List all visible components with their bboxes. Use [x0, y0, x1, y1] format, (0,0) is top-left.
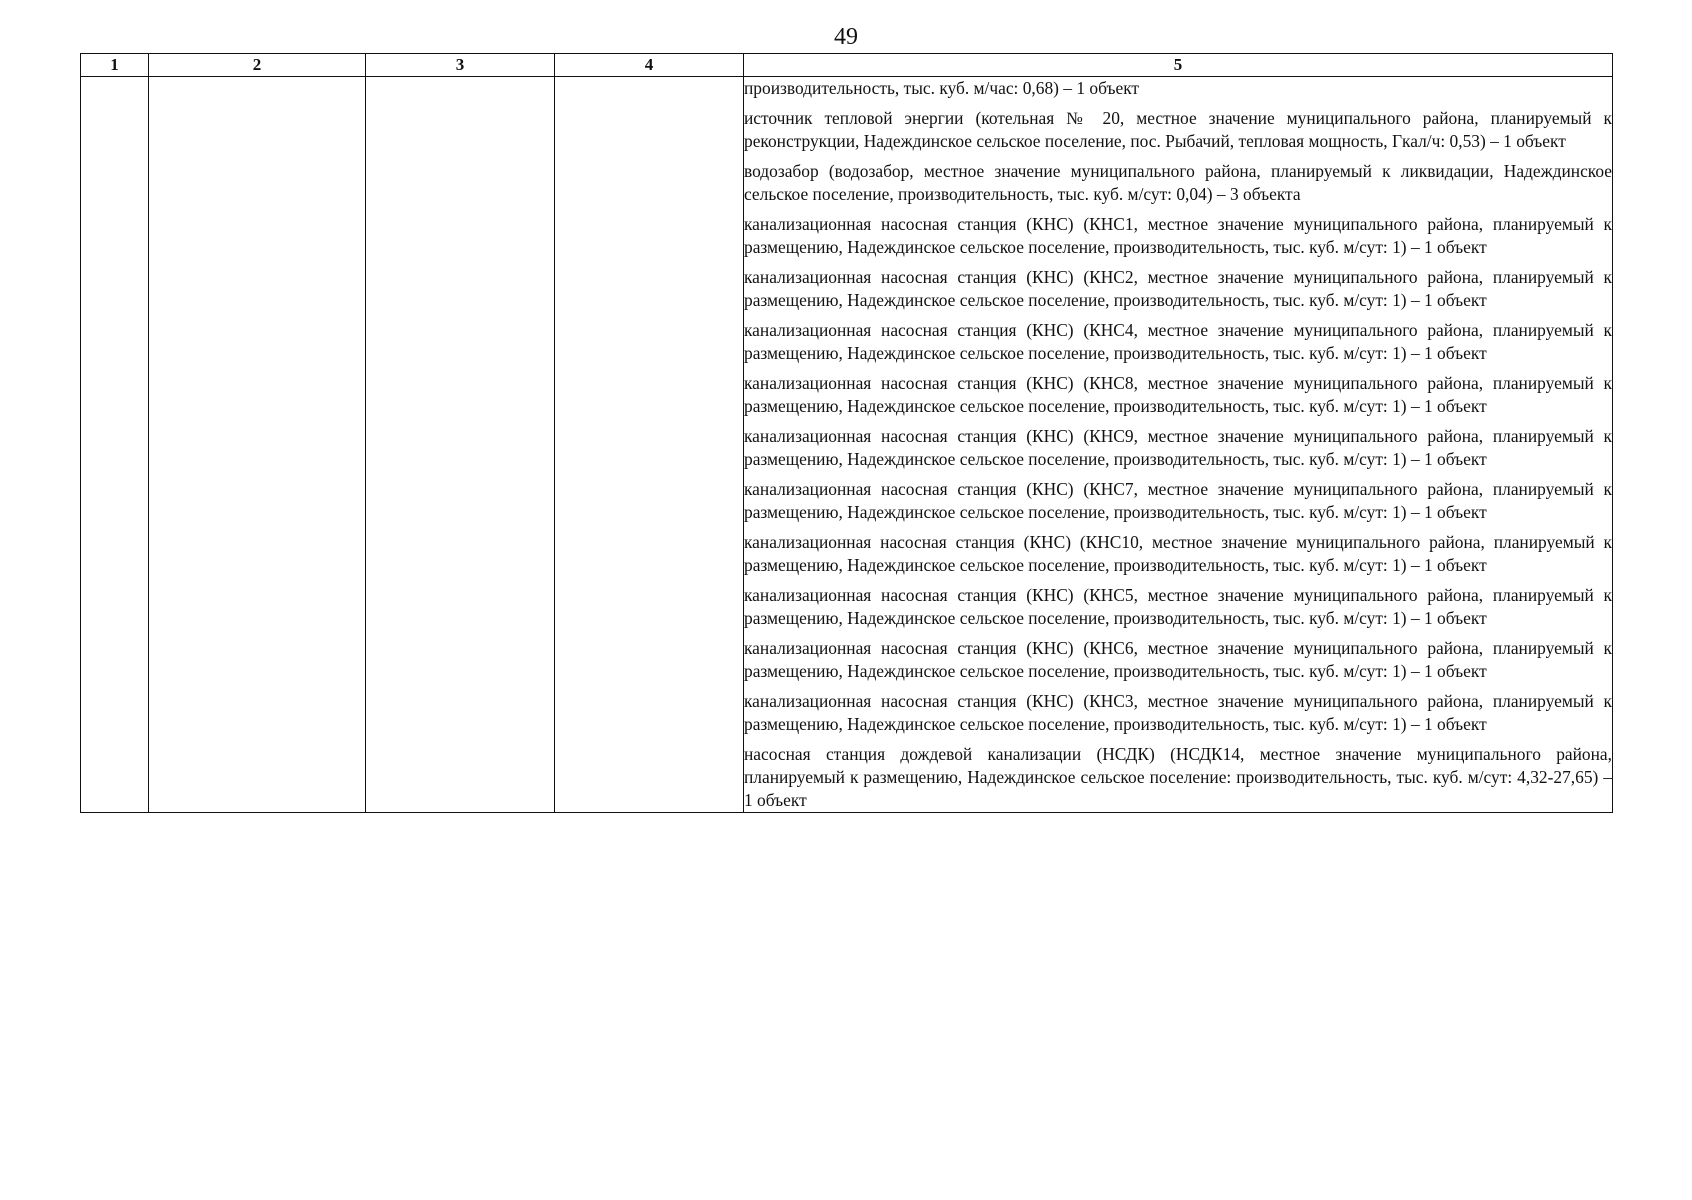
list-item: канализационная насосная станция (КНС) (КНС3, местное значение муниципального района, планируемый к размещению, Надеждинское сельское поселение, производительность, тыс. куб. м/сут: 1) – 1 объект — [744, 691, 1612, 734]
list-item: канализационная насосная станция (КНС) (КНС1, местное значение муниципального района, планируемый к размещению, Надеждинское сельское поселение, производительность, тыс. куб. м/сут: 1) – 1 объект — [744, 214, 1612, 257]
list-item: насосная станция дождевой канализации (НСДК) (НСДК14, местное значение муниципального района, планируемый к размещению, Надеждинское сельское поселение: производительность, тыс. куб. м/сут: 4,32-27,65) – 1 объект — [744, 744, 1612, 810]
column-3-cell — [366, 77, 555, 813]
list-item: канализационная насосная станция (КНС) (КНС5, местное значение муниципального района, планируемый к размещению, Надеждинское сельское поселение, производительность, тыс. куб. м/сут: 1) – 1 объект — [744, 585, 1612, 628]
column-header-4: 4 — [555, 54, 744, 77]
list-item: канализационная насосная станция (КНС) (КНС8, местное значение муниципального района, планируемый к размещению, Надеждинское сельское поселение, производительность, тыс. куб. м/сут: 1) – 1 объект — [744, 373, 1612, 416]
list-item: канализационная насосная станция (КНС) (КНС4, местное значение муниципального района, планируемый к размещению, Надеждинское сельское поселение, производительность, тыс. куб. м/сут: 1) – 1 объект — [744, 320, 1612, 363]
column-header-2: 2 — [149, 54, 366, 77]
list-item: производительность, тыс. куб. м/час: 0,68) – 1 объект — [744, 78, 1140, 98]
list-item: канализационная насосная станция (КНС) (КНС10, местное значение муниципального района, планируемый к размещению, Надеждинское сельское поселение, производительность, тыс. куб. м/сут: 1) – 1 объект — [744, 532, 1612, 575]
document-table — [80, 53, 1613, 813]
list-item: канализационная насосная станция (КНС) (КНС2, местное значение муниципального района, планируемый к размещению, Надеждинское сельское поселение, производительность, тыс. куб. м/сут: 1) – 1 объект — [744, 267, 1612, 310]
list-item: канализационная насосная станция (КНС) (КНС7, местное значение муниципального района, планируемый к размещению, Надеждинское сельское поселение, производительность, тыс. куб. м/сут: 1) – 1 объект — [744, 479, 1612, 522]
column-4-cell — [555, 77, 744, 813]
column-header-5: 5 — [744, 54, 1613, 77]
list-item: канализационная насосная станция (КНС) (КНС6, местное значение муниципального района, планируемый к размещению, Надеждинское сельское поселение, производительность, тыс. куб. м/сут: 1) – 1 объект — [744, 638, 1612, 681]
table-row — [81, 77, 1613, 813]
column-5-cell — [744, 77, 1613, 813]
column-header-3: 3 — [366, 54, 555, 77]
table-header-row — [81, 54, 1613, 77]
list-item: источник тепловой энергии (котельная № 20, местное значение муниципального района, планируемый к реконструкции, Надеждинское сельское поселение, пос. Рыбачий, тепловая мощность, Гкал/ч: 0,53) – 1 объект — [744, 108, 1612, 151]
column-header-1: 1 — [81, 54, 149, 77]
list-item: канализационная насосная станция (КНС) (КНС9, местное значение муниципального района, планируемый к размещению, Надеждинское сельское поселение, производительность, тыс. куб. м/сут: 1) – 1 объект — [744, 426, 1612, 469]
list-item: водозабор (водозабор, местное значение муниципального района, планируемый к ликвидации, Надеждинское сельское поселение, производительность, тыс. куб. м/сут: 0,04) – 3 объекта — [744, 161, 1612, 204]
column-1-cell — [81, 77, 149, 813]
page-number: 49 — [834, 24, 858, 50]
column-2-cell — [149, 77, 366, 813]
